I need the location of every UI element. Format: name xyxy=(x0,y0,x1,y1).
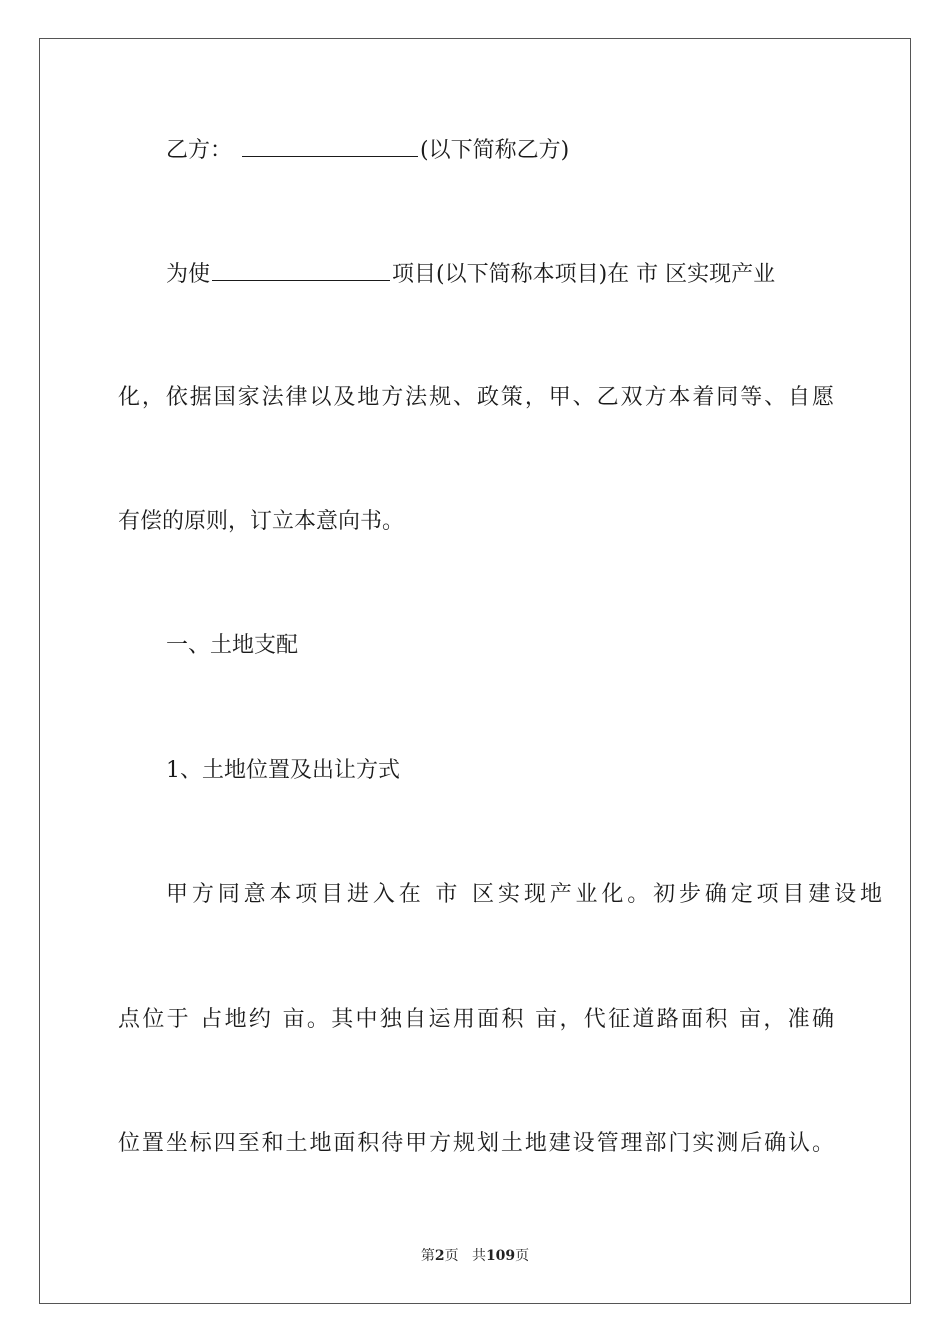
page-border xyxy=(39,38,911,1304)
total-pages: 109 xyxy=(485,1248,516,1264)
page-footer xyxy=(0,1246,950,1266)
page-number: 2 xyxy=(434,1248,445,1264)
subsection-heading-location: 1、土地位置及出让方式 xyxy=(166,758,400,783)
purpose-rest: 项目(以下简称本项目)在 市 区实现产业 xyxy=(392,262,776,287)
total-prefix: 共 xyxy=(471,1248,486,1264)
page-prefix: 第 xyxy=(420,1248,435,1264)
location-line-1: 甲方同意本项目进入在 市 区实现产业化。初步确定项目建设地 xyxy=(166,882,882,907)
location-line-2: 点位于 占地约 亩。其中独自运用面积 亩，代征道路面积 亩，准确 xyxy=(118,1007,834,1032)
section-heading-land: 一、土地支配 xyxy=(166,633,299,658)
party-b-label: 乙方： xyxy=(166,138,233,163)
purpose-line-1 xyxy=(118,258,882,290)
purpose-line-3: 有偿的原则，订立本意向书。 xyxy=(118,509,405,534)
purpose-line-2: 化，依据国家法律以及地方法规、政策，甲、乙双方本着同等、自愿 xyxy=(118,385,834,410)
total-suffix: 页 xyxy=(515,1248,530,1264)
party-b-note: (以下简称乙方) xyxy=(420,138,570,163)
location-line-3: 位置坐标四至和土地面积待甲方规划土地建设管理部门实测后确认。 xyxy=(118,1131,834,1156)
party-b-blank xyxy=(242,134,418,157)
page-suffix: 页 xyxy=(444,1248,459,1264)
project-name-blank xyxy=(212,258,390,281)
party-b-line xyxy=(118,134,882,166)
purpose-prefix: 为使 xyxy=(166,262,211,287)
